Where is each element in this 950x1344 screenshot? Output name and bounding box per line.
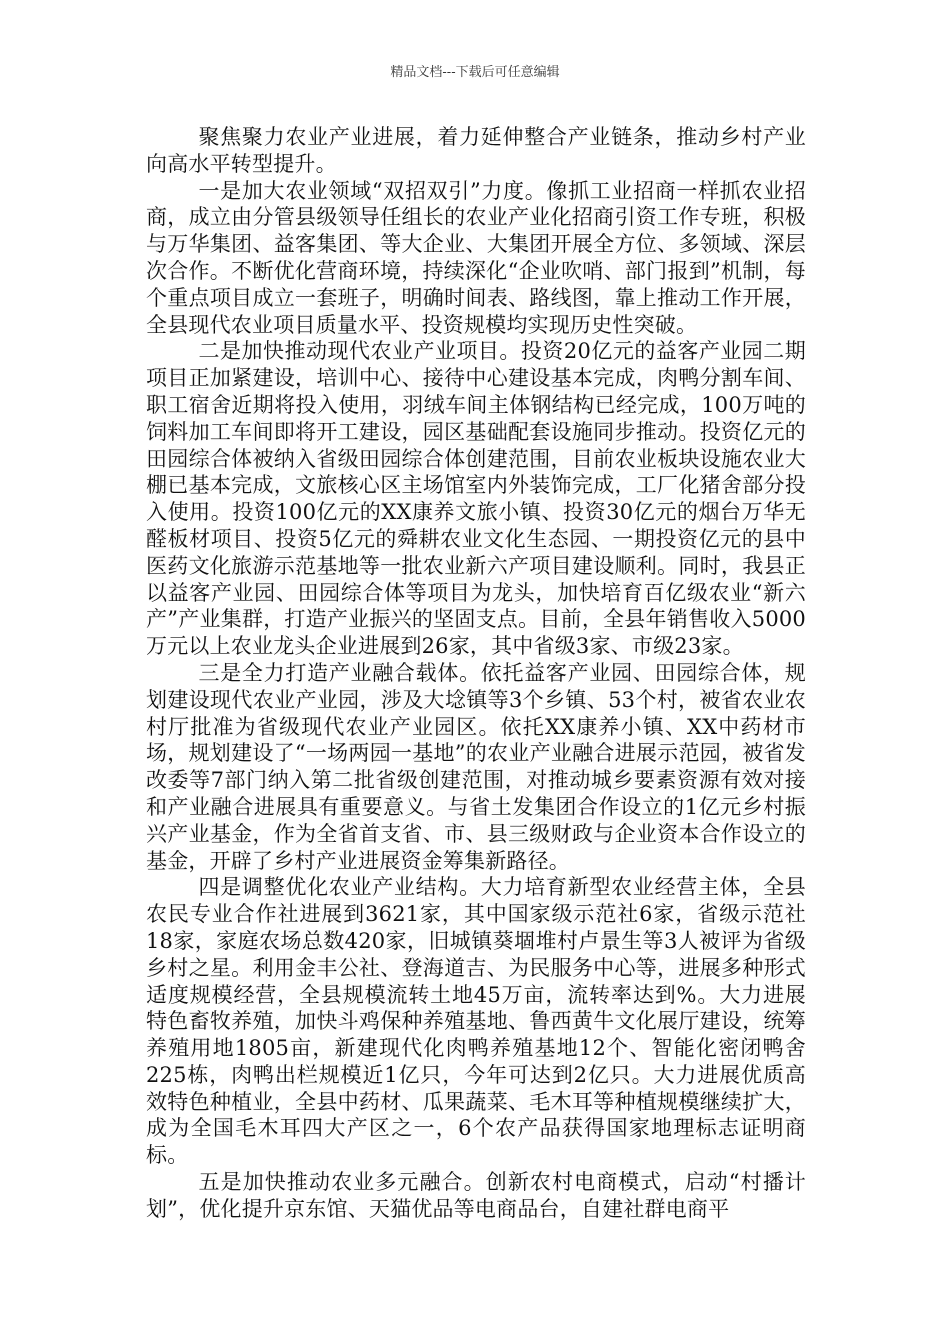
page-header: 精品文档---下载后可任意编辑 [390, 65, 560, 80]
paragraph-5-multi-integration: 五是加快推动农业多元融合。创新农村电商模式，启动“村播计划”，优化提升京东馆、天猫优品等电商品台，自建社群电商平 [146, 1170, 806, 1221]
paragraph-4-structure-optimization: 四是调整优化农业产业结构。大力培育新型农业经营主体，全县农民专业合作社进展到3621家，其中国家级示范社6家，省级示范社18家，家庭农场总数420家，旧城镇葵堌堆村卢景生等3人被评为省级乡村之星。利用金丰公社、登海道吉、为民服务中心等，进展多种形式适度规模经营，全县规模流转土地45万亩，流转率达到%。大力进展特色畜牧养殖，加快斗鸡保种养殖基地、鲁西黄牛文化展厅建设，统筹养殖用地1805亩，新建现代化肉鸭养殖基地12个、智能化密闭鸭舍225栋，肉鸭出栏规模近1亿只，今年可达到2亿只。大力进展优质高效特色种植业，全县中药材、瓜果蔬菜、毛木耳等种植规模继续扩大，成为全国毛木耳四大产区之一，6个农产品获得国家地理标志证明商标。 [146, 875, 806, 1168]
paragraph-1-investment-attraction: 一是加大农业领域“双招双引”力度。像抓工业招商一样抓农业招商，成立由分管县级领导任组长的农业产业化招商引资工作专班，积极与万华集团、益客集团、等大企业、大集团开展全方位、多领域、深层次合作。不断优化营商环境，持续深化“企业吹哨、部门报到”机制，每个重点项目成立一套班子，明确时间表、路线图，靠上推动工作开展，全县现代农业项目质量水平、投资规模均实现历史性突破。 [146, 178, 806, 337]
paragraph-2-modern-agriculture-projects: 二是加快推动现代农业产业项目。投资20亿元的益客产业园二期项目正加紧建设，培训中心、接待中心建设基本完成，肉鸭分割车间、职工宿舍近期将投入使用，羽绒车间主体钢结构已经完成，100万吨的饲料加工车间即将开工建设，园区基础配套设施同步推动。投资亿元的田园综合体被纳入省级田园综合体创建范围，目前农业板块设施农业大棚已基本完成，文旅核心区主场馆室内外装饰完成，工厂化猪舍部分投入使用。投资100亿元的XX康养文旅小镇、投资30亿元的烟台万华无醛板材项目、投资5亿元的舜耕农业文化生态园、一期投资亿元的县中医药文化旅游示范基地等一批农业新六产项目建设顺利。同时，我县正以益客产业园、田园综合体等项目为龙头，加快培育百亿级农业“新六产”产业集群，打造产业振兴的坚固支点。目前，全县年销售收入5000万元以上农业龙头企业进展到26家，其中省级3家、市级23家。 [146, 339, 806, 659]
paragraph-intro: 聚焦聚力农业产业进展，着力延伸整合产业链条，推动乡村产业向高水平转型提升。 [146, 125, 806, 176]
document-body [146, 124, 806, 1223]
paragraph-3-industry-integration: 三是全力打造产业融合载体。依托益客产业园、田园综合体，规划建设现代农业产业园，涉及大埝镇等3个乡镇、53个村，被省农业农村厅批准为省级现代农业产业园区。依托XX康养小镇、XX中药材市场，规划建设了“一场两园一基地”的农业产业融合进展示范园，被省发改委等7部门纳入第二批省级创建范围，对推动城乡要素资源有效对接和产业融合进展具有重要意义。与省土发集团合作设立的1亿元乡村振兴产业基金，作为全省首支省、市、县三级财政与企业资本合作设立的基金，开辟了乡村产业进展资金筹集新路径。 [146, 660, 806, 873]
